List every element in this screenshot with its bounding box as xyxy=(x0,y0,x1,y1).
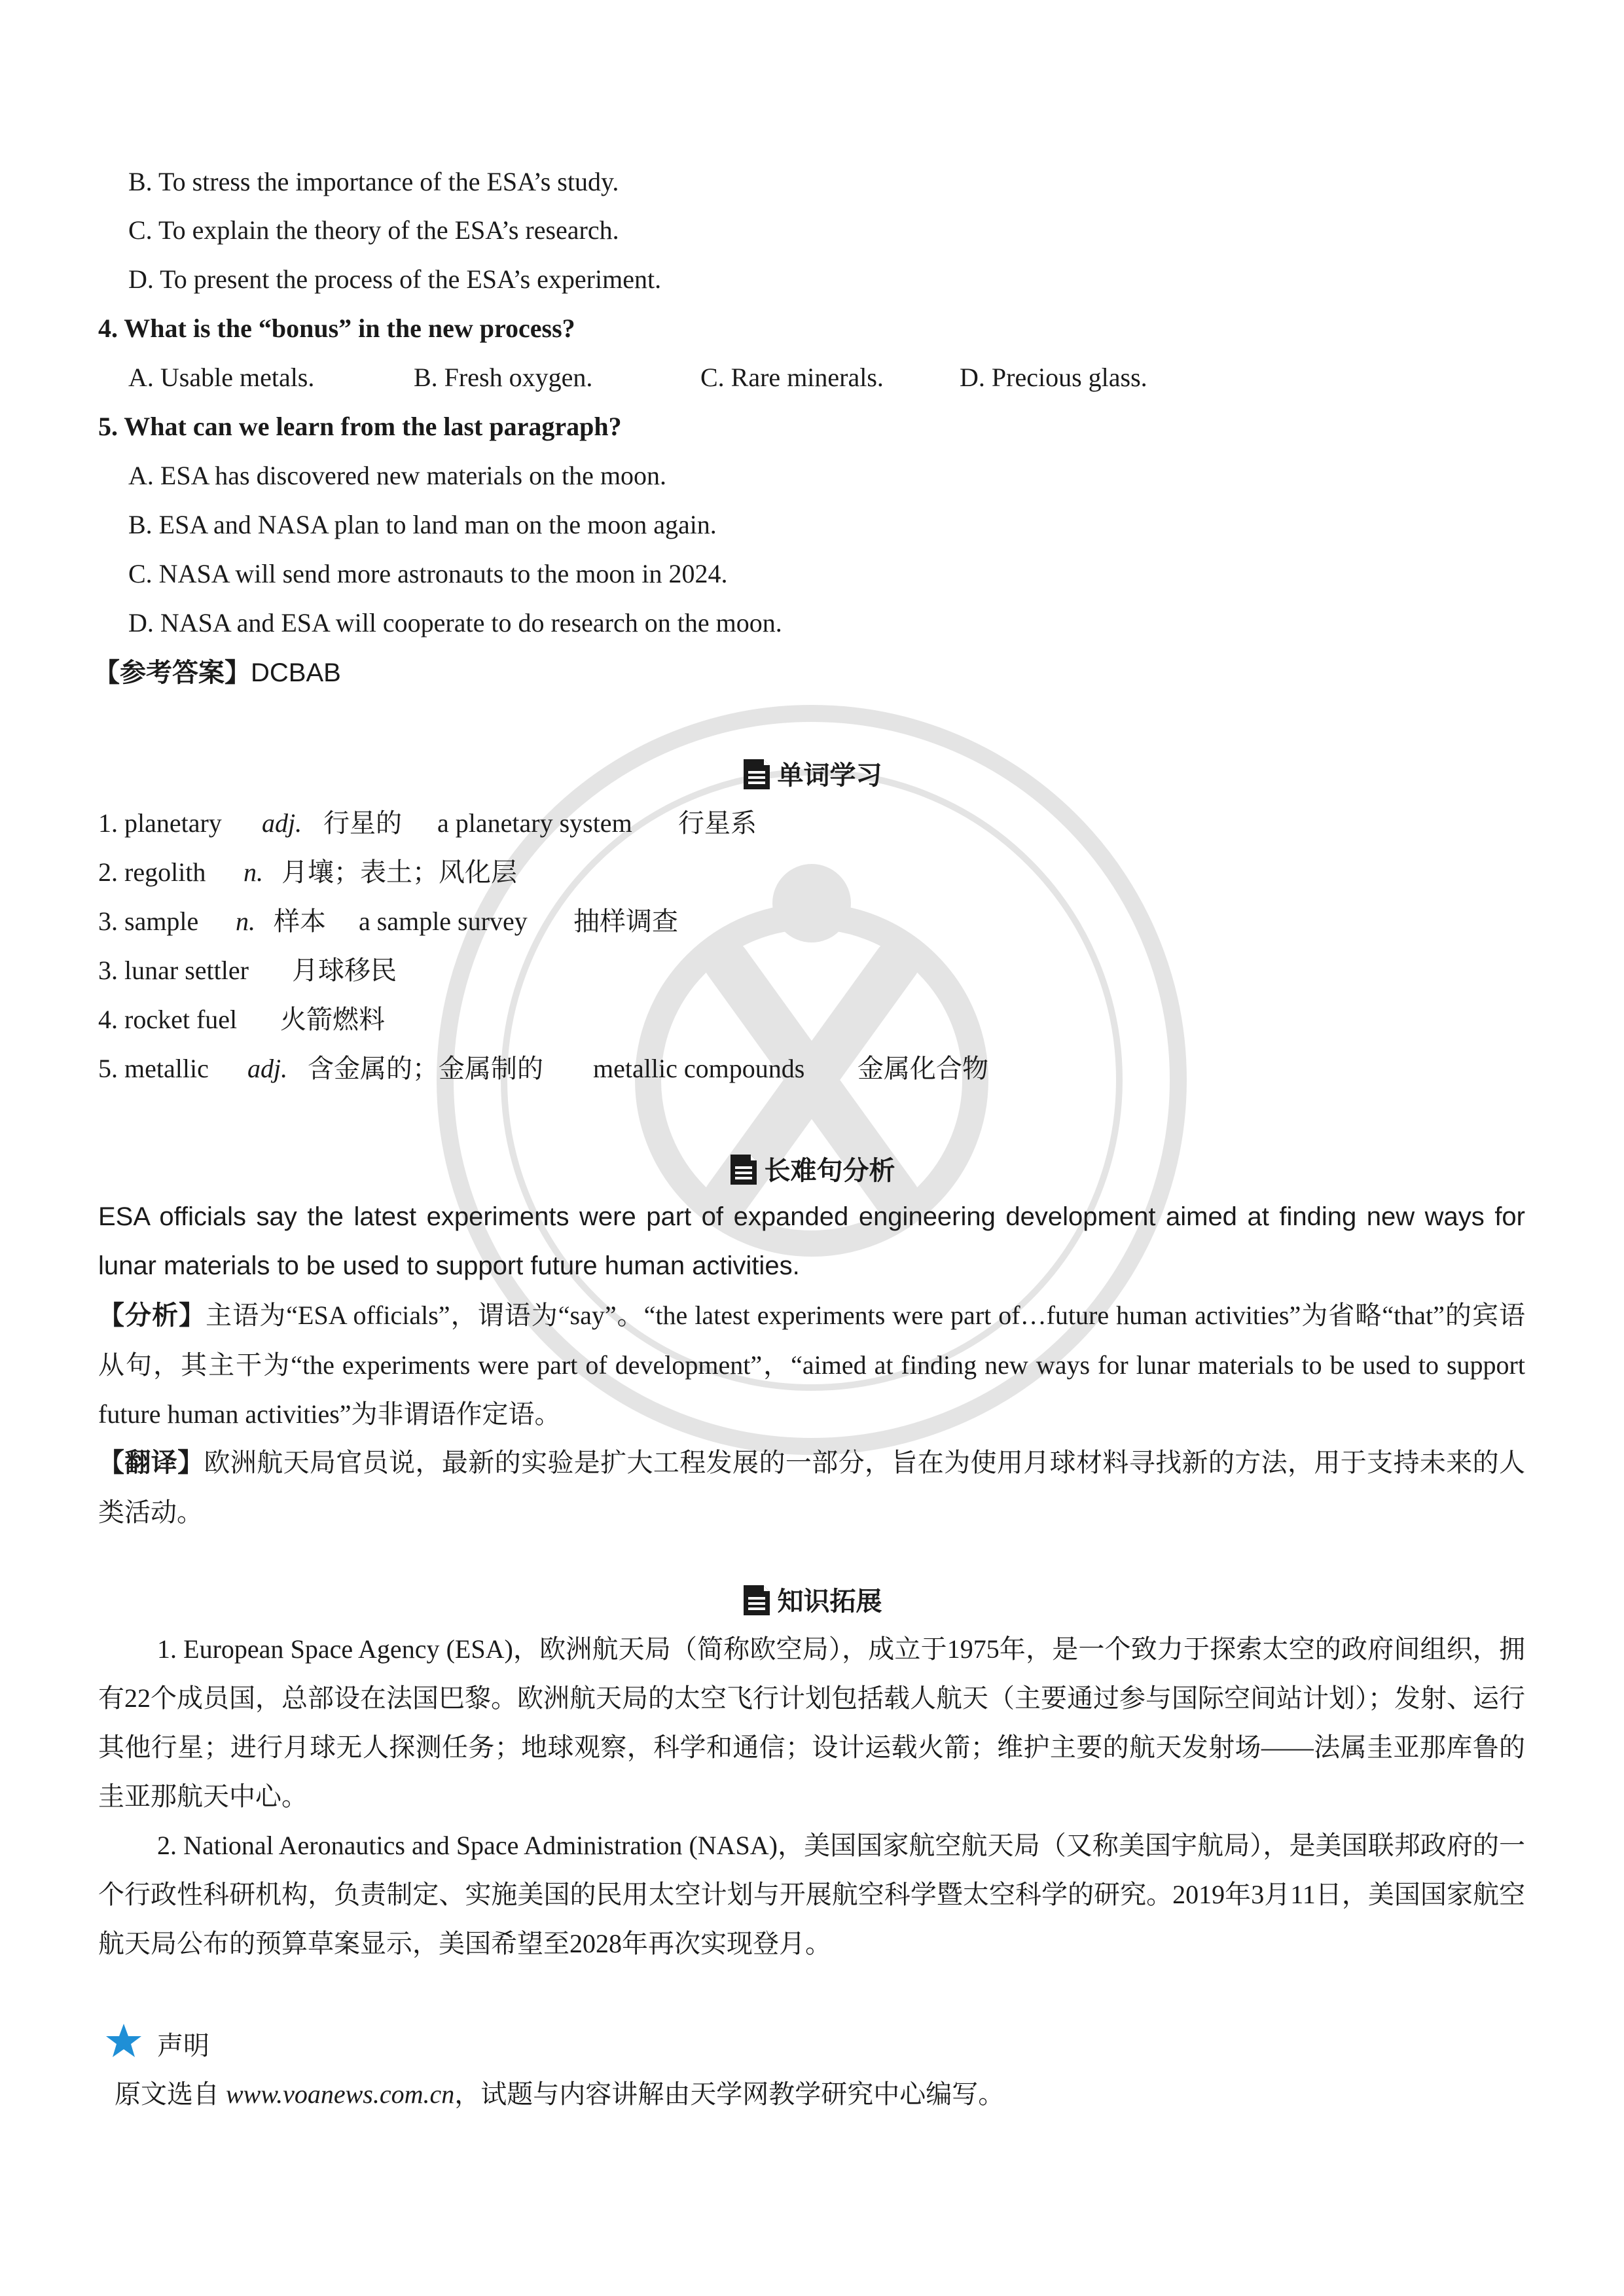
vocab-phrase: a planetary system xyxy=(437,808,632,838)
vocab-word: 4. rocket fuel xyxy=(98,1005,238,1034)
q3-option-d: D. To present the process of the ESA’s experiment. xyxy=(128,264,662,294)
q5-stem: 5. What can we learn from the last paragraph? xyxy=(98,412,622,441)
document-icon xyxy=(742,1584,771,1617)
star-icon xyxy=(105,2022,143,2060)
vocab-meaning: 火箭燃料 xyxy=(280,1005,385,1035)
vocab-meaning: 月球移民 xyxy=(292,956,397,986)
q4-option-b: B. Fresh oxygen. xyxy=(414,363,593,392)
vocab-meaning: 含金属的；金属制的 xyxy=(308,1054,543,1084)
vocab-phrase-meaning: 抽样调查 xyxy=(573,906,678,937)
declaration-suffix: ，试题与内容讲解由天学网教学研究中心编写。 xyxy=(454,2079,1005,2109)
vocab-phrase-meaning: 金属化合物 xyxy=(857,1054,988,1084)
q4-stem: 4. What is the “bonus” in the new process? xyxy=(98,314,575,343)
knowledge-paragraph-nasa: 2. National Aeronautics and Space Administration (NASA)，美国国家航空航天局（又称美国宇航局），是美国联邦政府的一个行政性科研机构，负责制定、实施美国的民用太空计划与开展航空科学暨太空科学的研究。2019年3月11日，美国国家航空航天局公布的预算草案显示，美国希望至2028年再次实现登月。 xyxy=(98,1831,1525,1958)
document-icon xyxy=(729,1153,758,1186)
declaration-title: 声明 xyxy=(157,2031,209,2061)
q4-option-c: C. Rare minerals. xyxy=(700,363,884,392)
vocab-word: 1. planetary xyxy=(98,808,222,838)
vocab-phrase: metallic compounds xyxy=(593,1054,805,1083)
vocab-pos: n. xyxy=(244,857,263,887)
vocab-pos: adj. xyxy=(262,808,302,838)
vocab-pos: n. xyxy=(236,906,255,936)
translation-paragraph xyxy=(98,1438,1525,1537)
vocab-word: 2. regolith xyxy=(98,857,206,887)
vocab-word: 5. metallic xyxy=(98,1054,209,1083)
vocab-title-text: 单词学习 xyxy=(777,761,882,791)
answer-value: DCBAB xyxy=(251,658,341,687)
q5-option-b: B. ESA and NASA plan to land man on the moon again. xyxy=(128,510,717,539)
source-url: www.voanews.com.cn xyxy=(226,2079,455,2109)
sentence-title-text: 长难句分析 xyxy=(764,1156,895,1186)
vocab-meaning: 行星的 xyxy=(323,808,402,838)
q3-option-c: C. To explain the theory of the ESA’s research. xyxy=(128,215,619,245)
vocab-meaning: 样本 xyxy=(274,906,326,937)
vocab-word: 3. lunar settler xyxy=(98,956,249,985)
answer-label: 【参考答案】 xyxy=(94,658,251,688)
q4-option-a: A. Usable metals. xyxy=(128,363,315,392)
declaration-prefix: 原文选自 xyxy=(115,2079,226,2109)
vocab-meaning: 月壤；表土；风化层 xyxy=(281,857,517,888)
knowledge-section-title xyxy=(0,1584,1624,1617)
vocab-word: 3. sample xyxy=(98,906,199,936)
analysis-label: 【分析】 xyxy=(98,1300,206,1331)
knowledge-title-text: 知识拓展 xyxy=(777,1587,882,1617)
document-icon xyxy=(742,758,771,791)
knowledge-paragraph-esa: 1. European Space Agency (ESA)，欧洲航天局（简称欧空局），成立于1975年，是一个致力于探索太空的政府间组织，拥有22个成员国，总部设在法国巴黎。欧洲航天局的太空飞行计划包括载人航天（主要通过参与国际空间站计划）；发射、运行其他行星；进行月球无人探测任务；地球观察，科学和通信；设计运载火箭；维护主要的航天发射场——法属圭亚那库鲁的圭亚那航天中心。 xyxy=(98,1634,1525,1811)
long-sentence: ESA officials say the latest experiments were part of expanded engineering development aimed at finding new ways for lunar materials to be used to support future human activities. xyxy=(98,1202,1525,1280)
analysis-paragraph xyxy=(98,1291,1525,1439)
vocab-phrase-meaning: 行星系 xyxy=(678,808,757,838)
declaration-text xyxy=(115,2081,1004,2108)
analysis-text: 主语为“ESA officials”，谓语为“say”。“the latest experiments were part of…future human activities”为省略“that”的宾语从句，其主干为“the experiments were part of development”，“aimed at finding new ways for lunar materials to be used to support future human activities”为非谓语作定语。 xyxy=(98,1300,1525,1429)
q5-option-a: A. ESA has discovered new materials on the moon. xyxy=(128,461,667,490)
translation-text: 欧洲航天局官员说，最新的实验是扩大工程发展的一部分，旨在为使用月球材料寻找新的方法，用于支持未来的人类活动。 xyxy=(98,1448,1526,1527)
sentence-section-title xyxy=(0,1153,1624,1186)
translation-label: 【翻译】 xyxy=(98,1448,204,1478)
q5-option-d: D. NASA and ESA will cooperate to do research on the moon. xyxy=(128,608,782,637)
vocab-pos: adj. xyxy=(247,1054,288,1083)
q5-option-c: C. NASA will send more astronauts to the moon in 2024. xyxy=(128,559,728,588)
q4-option-d: D. Precious glass. xyxy=(960,363,1147,392)
vocab-phrase: a sample survey xyxy=(359,906,528,936)
q3-option-b: B. To stress the importance of the ESA’s study. xyxy=(128,167,619,196)
answer-key xyxy=(94,660,341,686)
vocab-section-title xyxy=(0,758,1624,791)
